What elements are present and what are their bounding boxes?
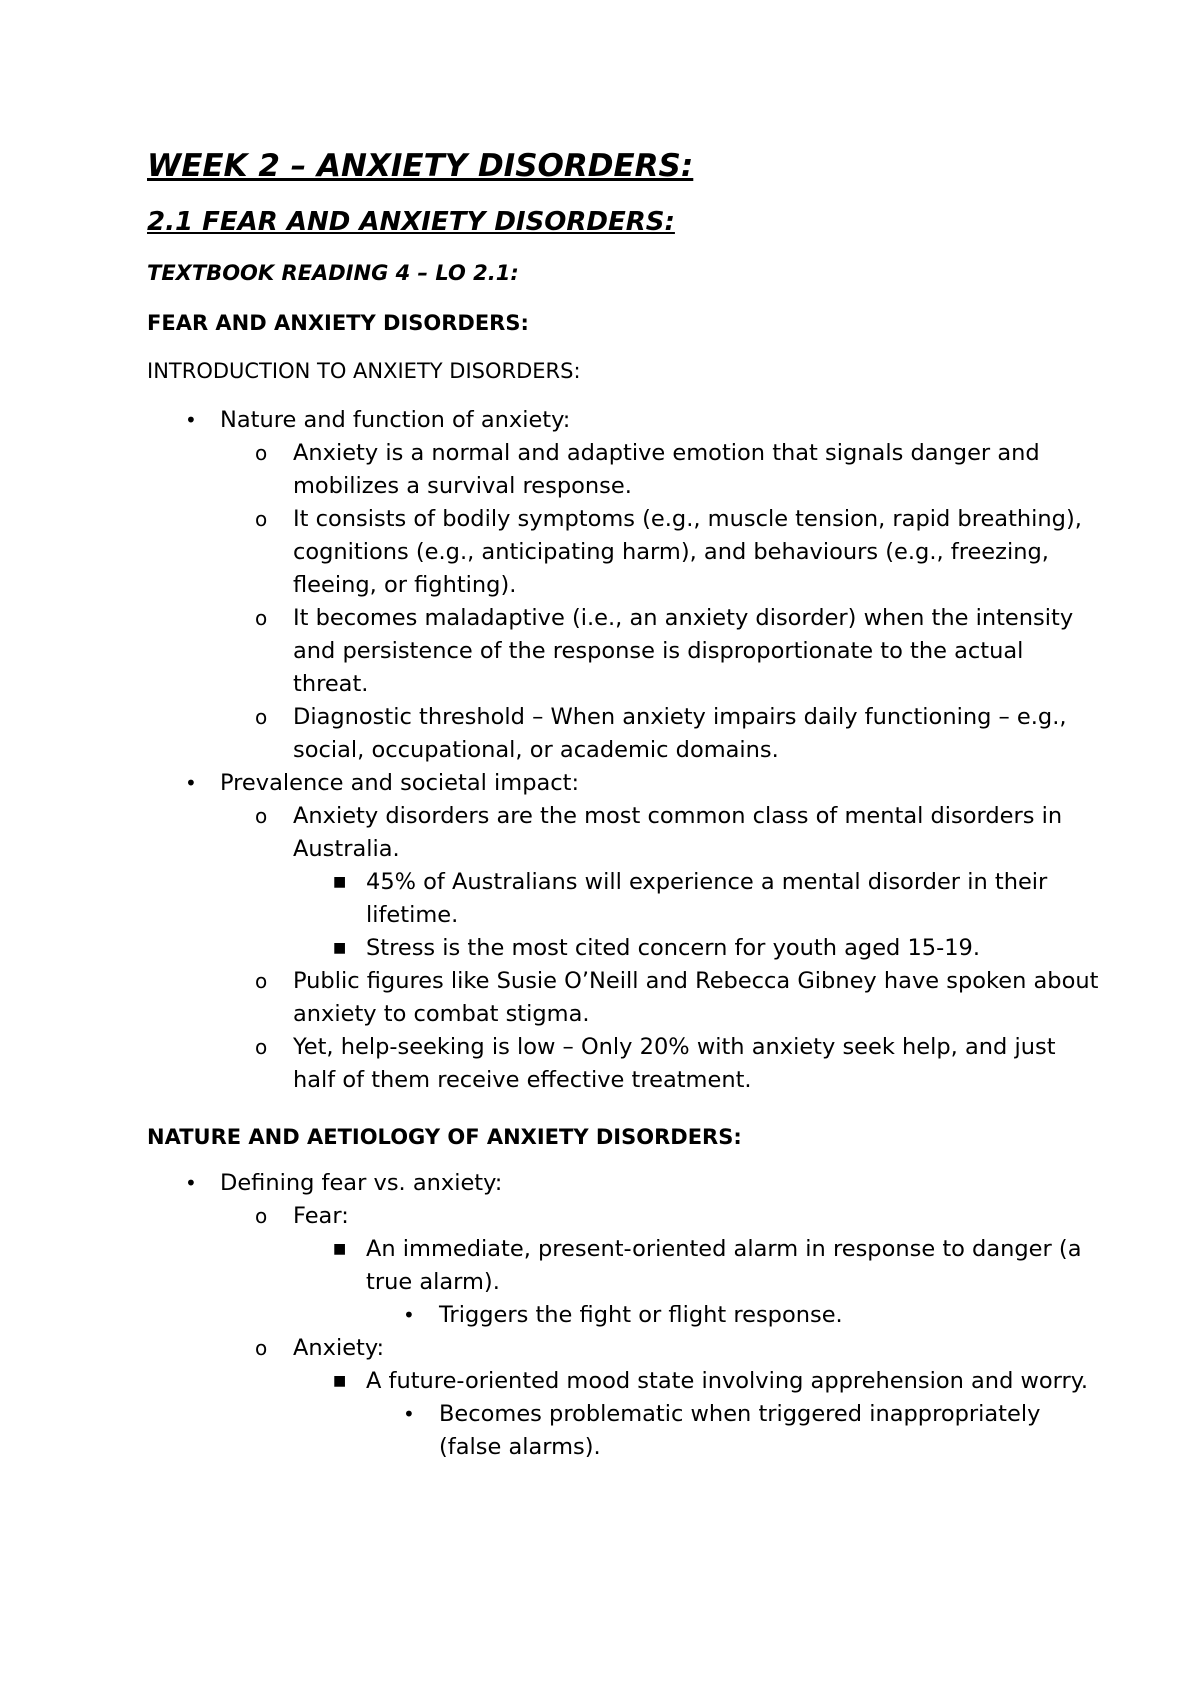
section2-list-item	[147, 1332, 1107, 1365]
bullet-icon: •	[185, 408, 197, 432]
bullet-icon: o	[255, 804, 268, 828]
bullet-icon: •	[185, 771, 197, 795]
bullet-icon: o	[255, 705, 268, 729]
section1-list-item-text: Diagnostic threshold – When anxiety impairs daily functioning – e.g., social, occupational, or academic domains.	[293, 704, 1067, 763]
section2-list-item	[147, 1299, 1107, 1332]
section1-list-item-text: Anxiety disorders are the most common class of mental disorders in Australia.	[293, 803, 1063, 862]
section1-list-item-text: Stress is the most cited concern for youth aged 15-19.	[366, 935, 981, 961]
section2-list-item-text: Becomes problematic when triggered inappropriately (false alarms).	[439, 1401, 1041, 1460]
section1-list-item	[147, 503, 1107, 602]
document-title: WEEK 2 – ANXIETY DISORDERS:	[147, 148, 694, 184]
section1-list-item-text: Prevalence and societal impact:	[220, 770, 580, 796]
section1-list-item	[147, 932, 1107, 965]
section2-list-item-text: A future-oriented mood state involving apprehension and worry.	[366, 1368, 1089, 1394]
reading-heading: TEXTBOOK READING 4 – LO 2.1:	[147, 261, 519, 285]
bullet-icon: •	[185, 1171, 197, 1195]
document-subtitle: 2.1 FEAR AND ANXIETY DISORDERS:	[147, 207, 675, 237]
section1-list-item	[147, 800, 1107, 866]
section2-list	[147, 1167, 1107, 1464]
bullet-icon: ■	[333, 940, 347, 956]
section1-list-item-text: 45% of Australians will experience a mental disorder in their lifetime.	[366, 869, 1048, 928]
section2-heading: NATURE AND AETIOLOGY OF ANXIETY DISORDERS:	[147, 1125, 742, 1149]
section1-list-item	[147, 404, 1107, 437]
bullet-icon: •	[403, 1402, 415, 1426]
section1-subheading: INTRODUCTION TO ANXIETY DISORDERS:	[147, 359, 581, 383]
section1-list-item	[147, 767, 1107, 800]
section1-list-item	[147, 965, 1107, 1031]
section1-list-item-text: Public figures like Susie O’Neill and Rebecca Gibney have spoken about anxiety to combat stigma.	[293, 968, 1099, 1027]
bullet-icon: ■	[333, 874, 347, 890]
section1-list	[147, 404, 1107, 1097]
section1-list-item-text: It becomes maladaptive (i.e., an anxiety disorder) when the intensity and persistence of the response is disproportionate to the actual threat.	[293, 605, 1074, 697]
section1-list-item-text: Nature and function of anxiety:	[220, 407, 571, 433]
section2-list-item-text: Fear:	[293, 1203, 349, 1229]
bullet-icon: o	[255, 606, 268, 630]
bullet-icon: o	[255, 1336, 268, 1360]
section2-list-item-text: An immediate, present-oriented alarm in response to danger (a true alarm).	[366, 1236, 1082, 1295]
section2-list-item	[147, 1398, 1107, 1464]
section1-list-item-text: Anxiety is a normal and adaptive emotion that signals danger and mobilizes a survival response.	[293, 440, 1040, 499]
section1-heading: FEAR AND ANXIETY DISORDERS:	[147, 311, 529, 335]
bullet-icon: o	[255, 1035, 268, 1059]
section1-list-item-text: It consists of bodily symptoms (e.g., muscle tension, rapid breathing), cognitions (e.g., anticipating harm), and behaviours (e.g., freezing, fleeing, or fighting).	[293, 506, 1082, 598]
bullet-icon: o	[255, 1204, 268, 1228]
bullet-icon: o	[255, 507, 268, 531]
section1-list-item	[147, 701, 1107, 767]
section2-list-item	[147, 1365, 1107, 1398]
bullet-icon: ■	[333, 1373, 347, 1389]
section1-list-item	[147, 437, 1107, 503]
section2-list-item	[147, 1233, 1107, 1299]
section2-list-item-text: Triggers the fight or flight response.	[439, 1302, 843, 1328]
bullet-icon: ■	[333, 1241, 347, 1257]
section2-list-item	[147, 1167, 1107, 1200]
bullet-icon: •	[403, 1303, 415, 1327]
section2-list-item-text: Defining fear vs. anxiety:	[220, 1170, 503, 1196]
section1-list-item	[147, 866, 1107, 932]
section2-list-item-text: Anxiety:	[293, 1335, 385, 1361]
section1-list-item	[147, 1031, 1107, 1097]
bullet-icon: o	[255, 441, 268, 465]
section1-list-item	[147, 602, 1107, 701]
bullet-icon: o	[255, 969, 268, 993]
section2-list-item	[147, 1200, 1107, 1233]
section1-list-item-text: Yet, help-seeking is low – Only 20% with anxiety seek help, and just half of them receive effective treatment.	[293, 1034, 1056, 1093]
